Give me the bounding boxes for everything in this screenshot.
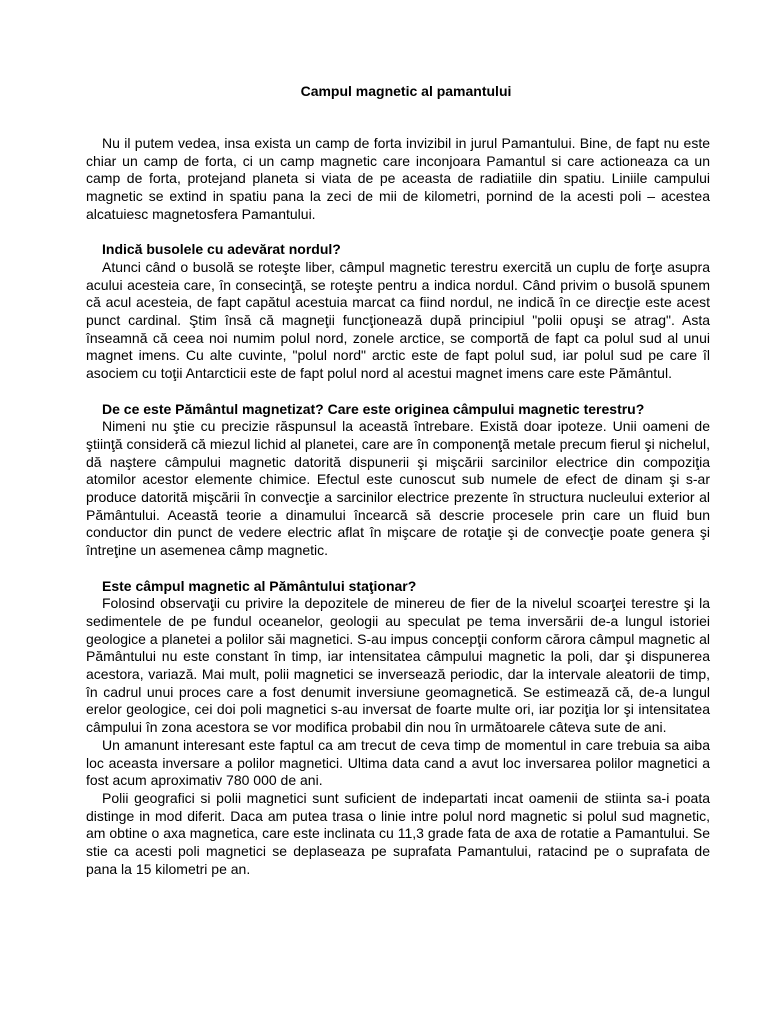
section-heading-compass: Indică busolele cu adevărat nordul? [102,241,341,258]
intro-paragraph: Nu il putem vedea, insa exista un camp de forta invizibil in jurul Pamantului. Bine, de fapt nu este chiar un camp de forta, ci un camp magnetic care inconjoara Pamantul si care actioneaza ca un camp de forta, protejand planeta si viata de pe aceasta de radiatiile din spatiu. Liniile campului magnetic se extind in spatiu pana la zeci de mii de kilometri, pornind de la acesti poli – acestea alcatuiesc magnetosfera Pamantului. [86,135,710,222]
section-heading-origin: De ce este Pământul magnetizat? Care este originea câmpului magnetic terestru? [102,400,645,417]
section-paragraph: Un amanunt interesant este faptul ca am trecut de ceva timp de momentul in care trebuia sa aiba loc aceasta inversare a polilor magnetici. Ultima data cand a avut loc inversarea polilor magnetici a fost acum aproximativ 780 000 de ani. [86,736,710,789]
section-paragraph: Folosind observaţii cu privire la depozitele de minereu de fier de la nivelul scoarţei terestre şi la sedimentele de pe fundul oceanelor, geologii au speculat pe tema inversării de-a lungul istoriei geologice a planetei a polilor săi magnetici. S-au impus concepţii conform cărora câmpul magnetic al Pământului nu este constant în timp, iar intensitatea câmpului magnetic la poli, dar şi dispunerea acestora, variază. Mai mult, polii magnetici se inversează periodic, dar la intervale aleatorii de timp, în cadrul unui proces care a fost denumit inversiune geomagnetică. Se estimează că, de-a lungul erelor geologice, cei doi poli magnetici s-au inversat de foarte multe ori, iar poziţia lor şi intensitatea câmpului în zona acestora se vor modifica probabil din nou în următoarele câteva sute de ani. [86,595,710,736]
paragraph-gap [86,383,710,401]
section-heading-stationary: Este câmpul magnetic al Pământului staţionar? [102,577,417,594]
section-paragraph: Nimeni nu ştie cu precizie răspunsul la această întrebare. Există doar ipoteze. Unii oameni de ştiinţă consideră că miezul lichid al planetei, care are în componenţă metale precum fierul şi nichelul, dă naştere câmpului magnetic datorită dispunerii şi mişcării sarcinilor electrice din compoziţia atomilor acestor elemente chimice. Efectul este cunoscut sub numele de efect de dinam şi s-ar produce datorită mişcării în convecţie a sarcinilor electrice prezente în structura nucleului exterior al Pământului. Această teorie a dinamului încearcă să descrie procesele prin care un fluid bun conductor din punct de vedere electric aflat în mişcare de rotaţie şi de convecţie poate genera şi întreţine un asemenea câmp magnetic. [86,418,710,559]
document-body [86,135,710,878]
section-paragraph: Atunci când o busolă se roteşte liber, câmpul magnetic terestru exercită un cuplu de forţe asupra acului acesteia care, în consecinţă, se roteşte pentru a indica nordul. Când privim o busolă spunem că acul acesteia, de fapt capătul acestuia marcat ca fiind nordul, ne indică în ce direcţie este acest punct cardinal. Ştim însă că magneţii funcţionează după principiul "polii opuşi se atrag". Asta înseamnă că ceea noi numim polul nord, zonele arctice, se comportă de fapt ca polul sud al unui magnet imens. Cu alte cuvinte, "polul nord" arctic este de fapt polul sud, iar polul sud pe care îl asociem cu toţii Antarcticii este de fapt polul nord al acestui magnet imens care este Pământul. [86,258,710,382]
paragraph-gap [86,560,710,578]
paragraph-gap [86,224,710,242]
document-title: Campul magnetic al pamantului [300,83,512,99]
section-paragraph: Polii geografici si polii magnetici sunt suficient de indepartati incat oamenii de stiinta sa-i poata distinge in mod diferit. Daca am putea trasa o linie intre polul nord magnetic si polul sud magnetic, am obtine o axa magnetica, care este inclinata cu 11,3 grade fata de axa de rotatie a Pamantului. Se stie ca acesti poli magnetici se deplaseaza pe suprafata Pamantului, ratacind pe o suprafata de pana la 15 kilometri pe an. [86,789,710,877]
